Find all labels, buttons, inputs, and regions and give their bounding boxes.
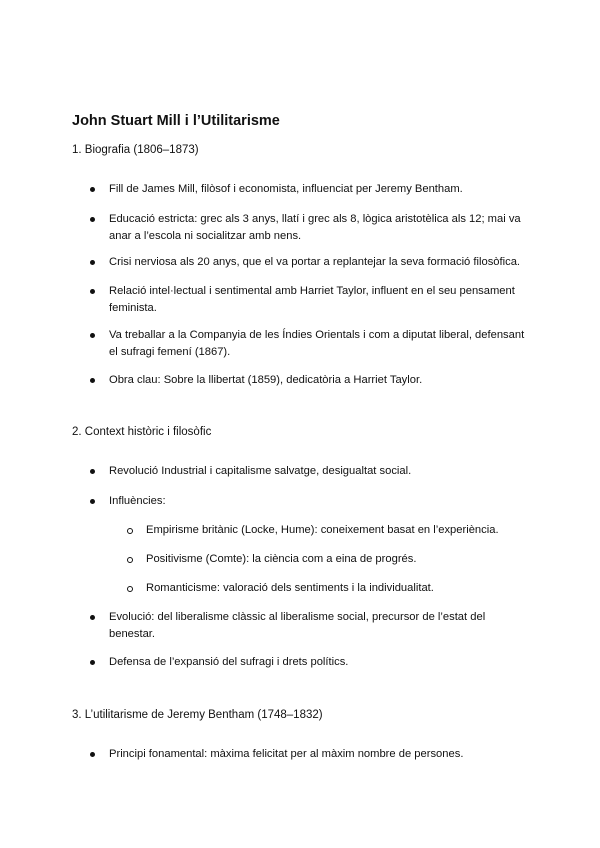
bullet-icon: [90, 333, 95, 338]
section-heading-bentham: 3. L’utilitarisme de Jeremy Bentham (1748–1832): [72, 709, 323, 721]
circle-bullet-icon: [127, 586, 133, 592]
bullet-icon: [90, 752, 95, 757]
bullet-icon: [90, 378, 95, 383]
bullet-icon: [90, 289, 95, 294]
bullet-icon: [90, 260, 95, 265]
circle-bullet-icon: [127, 557, 133, 563]
circle-bullet-icon: [127, 528, 133, 534]
section-heading-biografia: 1. Biografia (1806–1873): [72, 144, 199, 156]
document-page: John Stuart Mill i l’Utilitarisme 1. Biografia (1806–1873) Fill de James Mill, filòsof i economista, influenciat per Jeremy Bentham. Educació estricta: grec als 3 anys, llatí i grec als 8, lògica aristotèlica als 12; mai va anar a l’escola ni socialitzar amb nens. Crisi nerviosa als 20 anys, que el va portar a replantejar la seva formació filosòfica. Relació intel·lectual i sentimental amb Harriet Taylor, influent en el seu pensament feminista. Va treballar a la Companyia de les Índies Orientals i com a diputat liberal, defensant el sufragi femení (1867). Obra clau: Sobre la llibertat (1859), dedicatòria a Harriet Taylor. 2. Context històric i filosòfic Revolució Industrial i capitalisme salvatge, desigualtat social. Influències: Empirisme britànic (Locke, Hume): coneixement basat en l’experiència. Positivisme (Comte): la ciència com a eina de progrés. Romanticisme: valoració dels sentiments i la individualitat. Evolució: del liberalisme clàssic al liberalisme social, precursor de l’estat del benestar. Defensa de l’expansió del sufragi i drets polítics. 3. L’utilitarisme de Jeremy Bentham (1748–1832) Principi fonamental: màxima felicitat per al màxim nombre de persones.: [72, 113, 525, 760]
bullet-icon: [90, 469, 95, 474]
bullet-icon: [90, 499, 95, 504]
bullet-icon: [90, 615, 95, 620]
section-heading-context: 2. Context històric i filosòfic: [72, 426, 212, 438]
document-title: John Stuart Mill i l’Utilitarisme: [72, 113, 280, 129]
bullet-icon: [90, 217, 95, 222]
bullet-icon: [90, 660, 95, 665]
bullet-icon: [90, 187, 95, 192]
